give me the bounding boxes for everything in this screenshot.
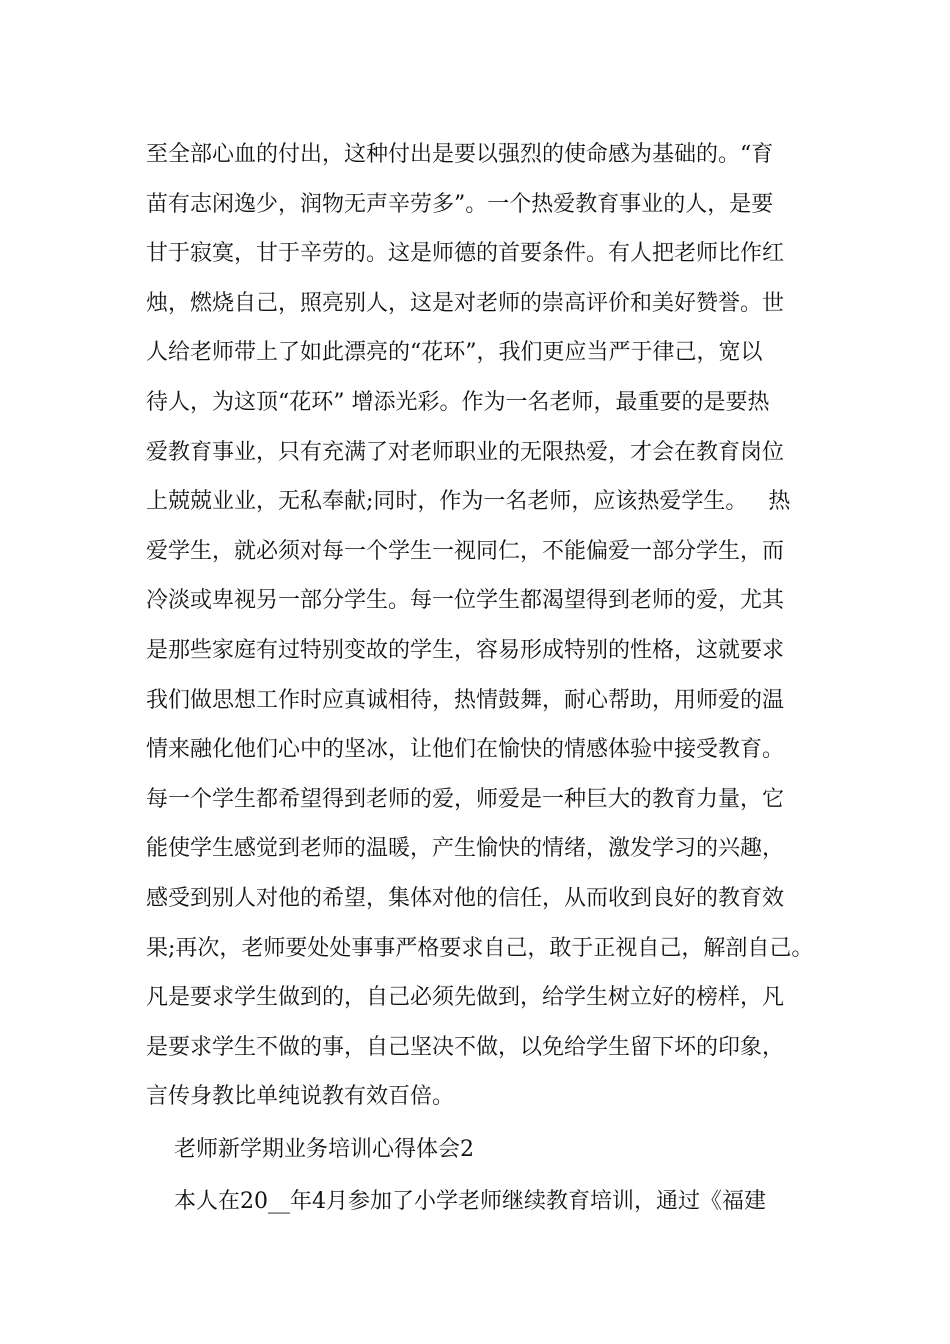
text-line: 甘于寂寞，甘于辛劳的。这是师德的首要条件。有人把老师比作红 [146,241,785,267]
body-text [146,130,826,1227]
text-line: 爱教育事业，只有充满了对老师职业的无限热爱，才会在教育岗位 [146,439,785,465]
text-line: 我们做思想工作时应真诚相待，热情鼓舞，耐心帮助，用师爱的温 [146,687,785,713]
text-line: 感受到别人对他的希望，集体对他的信任，从而收到良好的教育效 [146,885,785,911]
text-line: 情来融化他们心中的坚冰，让他们在愉快的情感体验中接受教育。 [146,737,785,763]
text-line: 是那些家庭有过特别变故的学生，容易形成特别的性格，这就要求 [146,637,785,663]
text-line: 苗有志闲逸少，润物无声辛劳多”。一个热爱教育事业的人，是要 [146,191,774,217]
text-line: 上兢兢业业，无私奉献;同时，作为一名老师，应该热爱学生。 热 [146,489,791,515]
text-line: 凡是要求学生做到的，自己必须先做到，给学生树立好的榜样，凡 [146,985,785,1011]
text-line: 待人，为这顶“花环” 增添光彩。作为一名老师，最重要的是要热 [146,389,770,415]
text-line: 至全部心血的付出，这种付出是要以强烈的使命感为基础的。“育 [146,142,774,167]
text-line: 每一个学生都希望得到老师的爱，师爱是一种巨大的教育力量，它 [146,786,785,812]
text-line: 言传身教比单纯说教有效百倍。 [146,1084,455,1110]
text-line: 冷淡或卑视另一部分学生。每一位学生都渴望得到老师的爱，尤其 [146,588,785,614]
section-heading: 老师新学期业务培训心得体会2 [146,1136,474,1162]
text-line: 果;再次，老师要处处事事严格要求自己，敢于正视自己，解剖自己。 [146,935,814,961]
text-line: 能使学生感觉到老师的温暖，产生愉快的情绪，激发学习的兴趣， [146,836,785,862]
text-line: 爱学生，就必须对每一个学生一视同仁，不能偏爱一部分学生，而 [146,538,785,564]
text-line: 人给老师带上了如此漂亮的“花环”，我们更应当严于律己，宽以 [146,340,763,366]
text-line: 本人在20__年4月参加了小学老师继续教育培训，通过《福建 [146,1189,766,1215]
text-line: 是要求学生不做的事，自己坚决不做，以免给学生留下坏的印象， [146,1034,785,1060]
text-line: 烛，燃烧自己，照亮别人，这是对老师的崇高评价和美好赞誉。世 [146,290,785,316]
